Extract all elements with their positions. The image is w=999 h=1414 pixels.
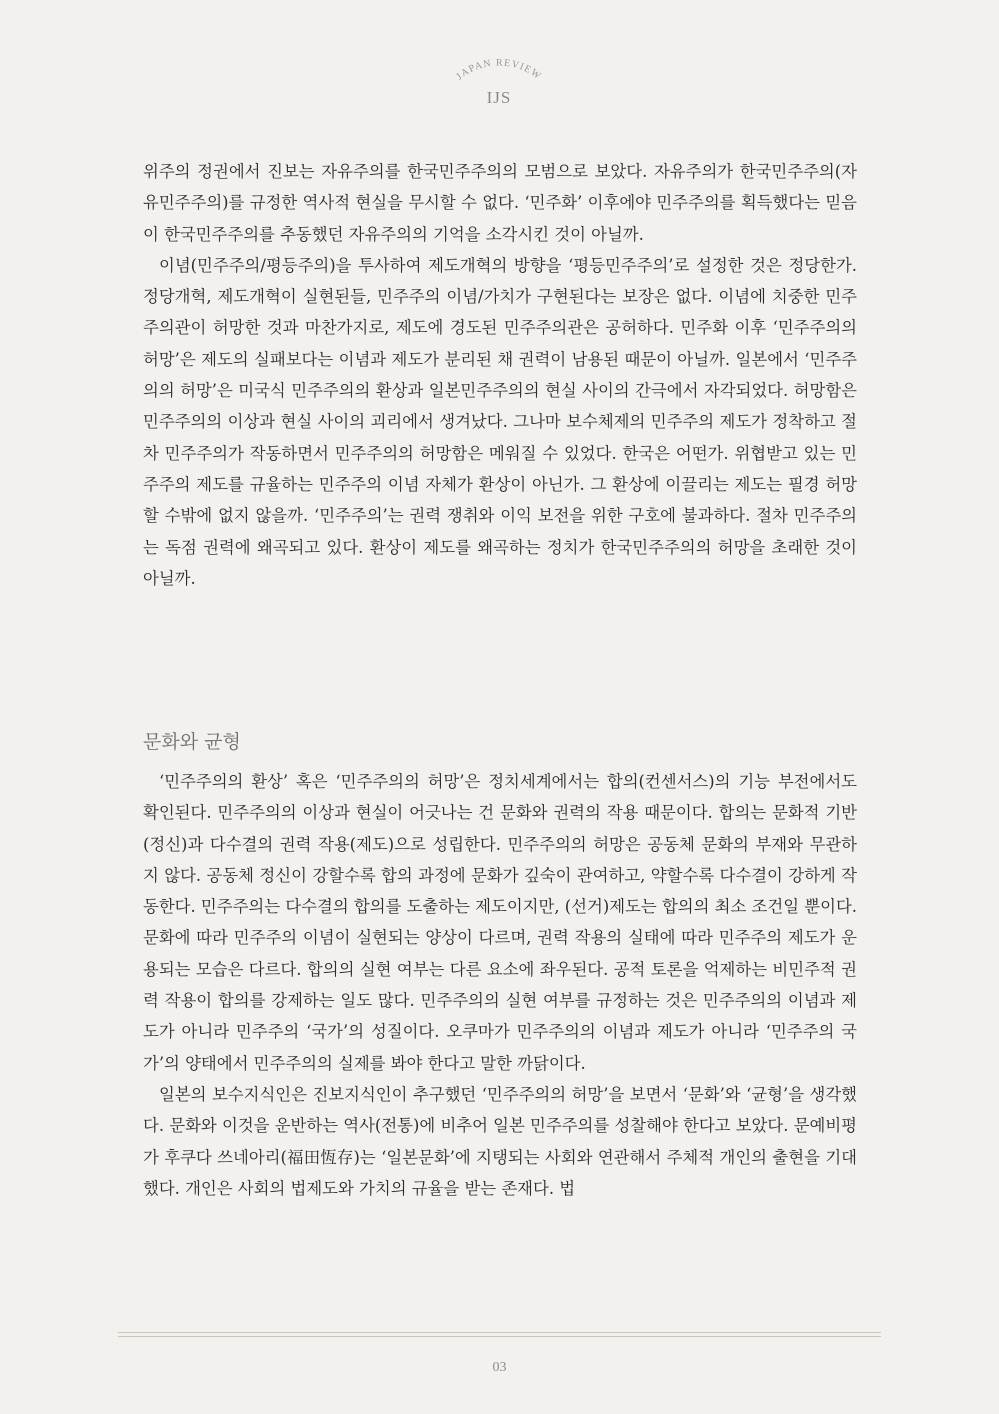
paragraph: ‘민주주의의 환상’ 혹은 ‘민주주의의 허망’은 정치세계에서는 합의(컨센서스)의 기능 부전에서도 확인된다. 민주주의의 이상과 현실이 어긋나는 건 문화와 권력의 작용 때문이다. 합의는 문화적 기반(정신)과 다수결의 권력 작용(제도)으로 성립한다. 민주주의의 허망은 공동체 문화의 부재와 무관하지 않다. 공동체 정신이 강할수록 합의 과정에 문화가 깊숙이 관여하고, 약할수록 다수결이 강하게 작동한다. 민주주의는 다수결의 합의를 도출하는 제도이지만, (선거)제도는 합의의 최소 조건일 뿐이다. 문화에 따라 민주주의 이념이 실현되는 양상이 다르며, 권력 작용의 실태에 따라 민주주의 제도가 운용되는 모습은 다르다. 합의의 실현 여부는 다른 요소에 좌우된다. 공적 토론을 억제하는 비민주적 권력 작용이 합의를 강제하는 일도 많다. 민주주의의 실현 여부를 규정하는 것은 민주주의의 이념과 제도가 아니라 민주주의 ‘국가’의 성질이다. 오쿠마가 민주주의의 이념과 제도가 아니라 ‘민주주의 국가’의 양태에서 민주주의의 실제를 봐야 한다고 말한 까닭이다. <box>143 772 857 1073</box>
section1-body <box>143 156 857 594</box>
paragraph: 위주의 정권에서 진보는 자유주의를 한국민주주의의 모범으로 보았다. 자유주의가 한국민주주의(자유민주주의)를 규정한 역사적 현실을 무시할 수 없다. ‘민주화’ 이후에야 민주주의를 획득했다는 믿음이 한국민주주의를 추동했던 자유주의의 기억을 소각시킨 것이 아닐까. <box>143 162 857 244</box>
logo-main-text: IJS <box>486 88 512 107</box>
logo-arc-text: JAPAN REVIEW <box>454 58 544 83</box>
page-number: 03 <box>492 1360 507 1375</box>
section2-body <box>143 766 857 1204</box>
journal-logo <box>419 58 579 118</box>
section-heading: 문화와 균형 <box>143 731 241 753</box>
paragraph: 일본의 보수지식인은 진보지식인이 추구했던 ‘민주주의의 허망’을 보면서 ‘문화’와 ‘균형’을 생각했다. 문화와 이것을 운반하는 역사(전통)에 비추어 일본 민주주의를 성찰해야 한다고 보았다. 문예비평가 후쿠다 쓰네아리(福田恆存)는 ‘일본문화’에 지탱되는 사회와 연관해서 주체적 개인의 출현을 기대했다. 개인은 사회의 법제도와 가치의 규율을 받는 존재다. 법 <box>143 1084 857 1198</box>
footer-divider <box>118 1336 881 1337</box>
footer-divider <box>118 1332 881 1333</box>
paragraph: 이념(민주주의/평등주의)을 투사하여 제도개혁의 방향을 ‘평등민주주의’로 설정한 것은 정당한가. 정당개혁, 제도개혁이 실현된들, 민주주의 이념/가치가 구현된다는 보장은 없다. 이념에 치중한 민주주의관이 허망한 것과 마찬가지로, 제도에 경도된 민주주의관은 공허하다. 민주화 이후 ‘민주주의의 허망’은 제도의 실패보다는 이념과 제도가 분리된 채 권력이 남용된 때문이 아닐까. 일본에서 ‘민주주의의 허망’은 미국식 민주주의의 환상과 일본민주주의의 현실 사이의 간극에서 자각되었다. 허망함은 민주주의의 이상과 현실 사이의 괴리에서 생겨났다. 그나마 보수체제의 민주주의 제도가 정착하고 절차 민주주의가 작동하면서 민주주의의 허망함은 메워질 수 있었다. 한국은 어떤가. 위협받고 있는 민주주의 제도를 규율하는 민주주의 이념 자체가 환상이 아닌가. 그 환상에 이끌리는 제도는 필경 허망할 수밖에 없지 않을까. ‘민주주의’는 권력 쟁취와 이익 보전을 위한 구호에 불과하다. 절차 민주주의는 독점 권력에 왜곡되고 있다. 환상이 제도를 왜곡하는 정치가 한국민주주의의 허망을 초래한 것이 아닐까. <box>143 255 857 588</box>
